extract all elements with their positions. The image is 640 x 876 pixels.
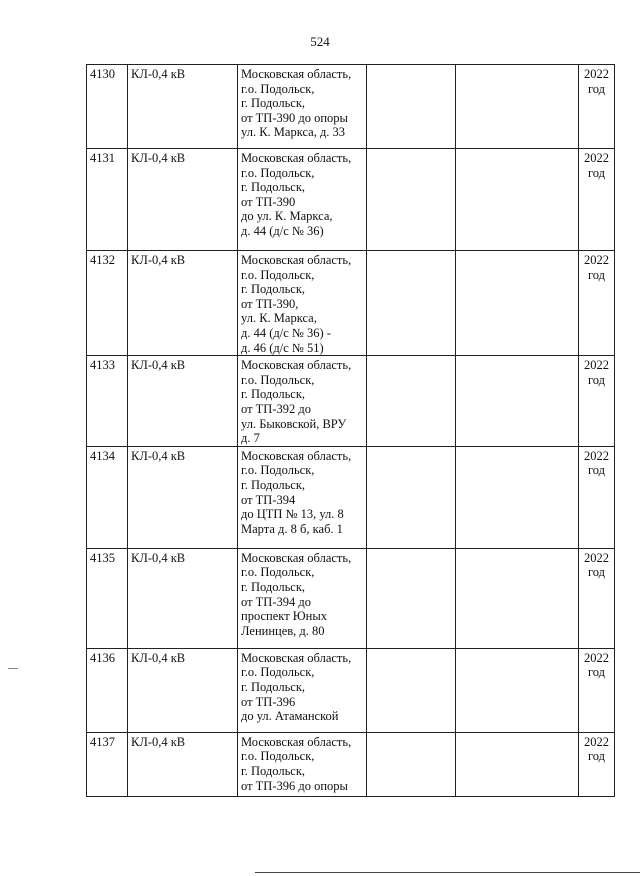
address-line: от ТП-394 до: [241, 594, 311, 609]
year-cell: [579, 251, 615, 356]
table-row: [87, 356, 615, 447]
empty-cell: [456, 446, 579, 548]
table-row: [87, 65, 615, 149]
line-type-cell: КЛ-0,4 кВ: [128, 548, 238, 648]
address-line: от ТП-390: [241, 194, 296, 209]
year-cell: [579, 149, 615, 251]
empty-cell: [367, 65, 456, 149]
line-type-cell: КЛ-0,4 кВ: [128, 446, 238, 548]
line-type-cell: КЛ-0,4 кВ: [128, 251, 238, 356]
address-line: Московская область,: [241, 650, 352, 665]
address-line: г.о. Подольск,: [241, 165, 315, 180]
address-line: до ЦТП № 13, ул. 8: [241, 507, 344, 522]
address-line: Московская область,: [241, 550, 352, 565]
row-number-cell: 4135: [87, 548, 128, 648]
row-number-cell: 4132: [87, 251, 128, 356]
year-value: 2022: [584, 550, 609, 565]
address-line: Московская область,: [241, 67, 352, 81]
address-line: д. 46 (д/с № 51): [241, 340, 324, 355]
row-number-cell: 4130: [87, 65, 128, 149]
address-line: от ТП-396: [241, 694, 296, 709]
address-cell: [238, 648, 367, 732]
address-line: г. Подольск,: [241, 579, 306, 594]
year-cell: [579, 356, 615, 447]
address-line: г.о. Подольск,: [241, 372, 315, 387]
address-cell: [238, 65, 367, 149]
empty-cell: [367, 732, 456, 796]
address-line: г. Подольск,: [241, 679, 306, 694]
address-line: до ул. К. Маркса,: [241, 209, 333, 224]
row-number-cell: 4137: [87, 732, 128, 796]
address-line: г.о. Подольск,: [241, 665, 315, 680]
address-line: до ул. Атаманской: [241, 709, 339, 724]
address-line: г.о. Подольск,: [241, 267, 315, 282]
year-unit: год: [587, 267, 606, 282]
address-line: Московская область,: [241, 448, 352, 463]
year-value: 2022: [584, 650, 609, 665]
registry-table-body: [87, 65, 615, 797]
address-line: Московская область,: [241, 734, 352, 749]
year-unit: год: [587, 665, 606, 680]
page-number: 524: [310, 34, 330, 49]
address-line: г. Подольск,: [241, 477, 306, 492]
table-row: [87, 149, 615, 251]
table-row: [87, 548, 615, 648]
empty-cell: [456, 251, 579, 356]
year-value: 2022: [584, 253, 609, 267]
table-row: [87, 251, 615, 356]
empty-cell: [456, 149, 579, 251]
empty-cell: [367, 356, 456, 447]
year-cell: [579, 732, 615, 796]
address-cell: [238, 446, 367, 548]
year-unit: год: [587, 81, 606, 96]
empty-cell: [367, 648, 456, 732]
address-line: Марта д. 8 б, каб. 1: [241, 521, 343, 536]
line-type-cell: КЛ-0,4 кВ: [128, 356, 238, 447]
line-type-cell: КЛ-0,4 кВ: [128, 648, 238, 732]
address-cell: [238, 356, 367, 447]
address-cell: [238, 548, 367, 648]
year-cell: [579, 65, 615, 149]
address-line: г. Подольск,: [241, 763, 306, 778]
address-line: г. Подольск,: [241, 282, 306, 297]
empty-cell: [456, 356, 579, 447]
empty-cell: [456, 732, 579, 796]
address-line: г. Подольск,: [241, 180, 306, 195]
address-line: от ТП-390,: [241, 296, 299, 311]
address-cell: [238, 149, 367, 251]
year-unit: год: [587, 463, 606, 478]
year-cell: [579, 648, 615, 732]
empty-cell: [367, 446, 456, 548]
empty-cell: [456, 65, 579, 149]
address-line: д. 44 (д/с № 36): [241, 223, 324, 238]
address-line: г.о. Подольск,: [241, 565, 315, 580]
address-line: Московская область,: [241, 253, 352, 267]
address-cell: [238, 251, 367, 356]
year-unit: год: [587, 372, 606, 387]
bottom-rule: [255, 872, 640, 873]
address-line: Московская область,: [241, 358, 352, 373]
row-number-cell: 4133: [87, 356, 128, 447]
table-row: [87, 732, 615, 796]
address-line: г. Подольск,: [241, 387, 306, 402]
line-type-cell: КЛ-0,4 кВ: [128, 732, 238, 796]
row-number-cell: 4134: [87, 446, 128, 548]
margin-mark: [8, 668, 18, 669]
address-cell: [238, 732, 367, 796]
year-value: 2022: [584, 448, 609, 463]
address-line: г.о. Подольск,: [241, 749, 315, 764]
address-line: ул. Быковской, ВРУ: [241, 416, 347, 431]
address-line: от ТП-396 до опоры: [241, 778, 348, 793]
empty-cell: [456, 648, 579, 732]
address-line: Московская область,: [241, 151, 352, 165]
year-unit: год: [587, 165, 606, 180]
year-cell: [579, 446, 615, 548]
year-value: 2022: [584, 734, 609, 749]
address-line: ул. К. Маркса, д. 33: [241, 125, 346, 140]
year-unit: год: [587, 749, 606, 764]
address-line: г. Подольск,: [241, 96, 306, 111]
line-type-cell: КЛ-0,4 кВ: [128, 65, 238, 149]
empty-cell: [367, 548, 456, 648]
year-value: 2022: [584, 67, 609, 81]
address-line: Ленинцев, д. 80: [241, 623, 325, 638]
year-value: 2022: [584, 151, 609, 165]
year-unit: год: [587, 565, 606, 580]
year-value: 2022: [584, 358, 609, 373]
address-line: ул. К. Маркса,: [241, 311, 317, 326]
empty-cell: [456, 548, 579, 648]
empty-cell: [367, 251, 456, 356]
address-line: от ТП-392 до: [241, 401, 311, 416]
address-line: от ТП-390 до опоры: [241, 110, 348, 125]
address-line: от ТП-394: [241, 492, 296, 507]
row-number-cell: 4131: [87, 149, 128, 251]
registry-table: [86, 64, 615, 797]
address-line: г.о. Подольск,: [241, 81, 315, 96]
table-row: [87, 648, 615, 732]
address-line: проспект Юных: [241, 609, 327, 624]
address-line: г.о. Подольск,: [241, 463, 315, 478]
year-cell: [579, 548, 615, 648]
line-type-cell: КЛ-0,4 кВ: [128, 149, 238, 251]
row-number-cell: 4136: [87, 648, 128, 732]
address-line: д. 7: [241, 431, 260, 446]
address-line: д. 44 (д/с № 36) -: [241, 325, 331, 340]
empty-cell: [367, 149, 456, 251]
table-row: [87, 446, 615, 548]
